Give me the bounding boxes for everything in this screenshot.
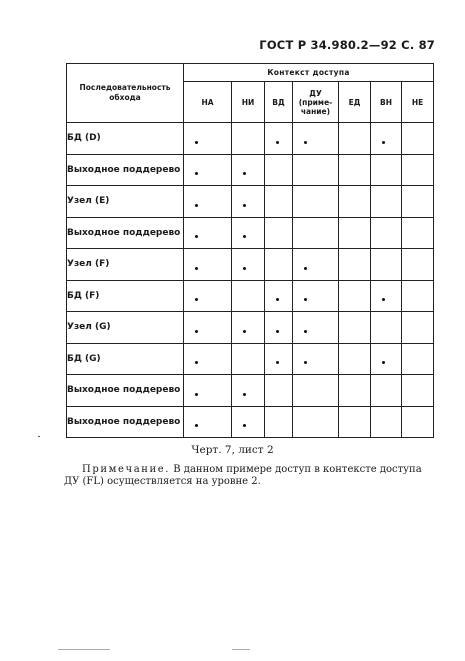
access-mark-dot [195, 424, 198, 427]
table-cell-na [184, 186, 232, 218]
access-mark-dot [304, 330, 307, 333]
table-cell-ne [402, 249, 434, 281]
table-cell-ni [232, 280, 265, 312]
access-mark-dot [243, 424, 246, 427]
table-cell-du [293, 343, 339, 375]
table-cell-ne [402, 375, 434, 407]
table-row [67, 343, 434, 375]
table-cell-ed [339, 375, 371, 407]
access-mark-dot [243, 393, 246, 396]
table-cell-ni [232, 154, 265, 186]
table-row [67, 154, 434, 186]
table-cell-ed [339, 249, 371, 281]
table-row [67, 312, 434, 344]
row-label: Выходное поддерево [67, 217, 184, 249]
table-cell-ne [402, 343, 434, 375]
table-row [67, 217, 434, 249]
table-cell-ed [339, 406, 371, 438]
table-cell-du [293, 217, 339, 249]
table-cell-na [184, 249, 232, 281]
table-cell-ed [339, 312, 371, 344]
access-mark-dot [382, 361, 385, 364]
table-cell-vd [265, 343, 293, 375]
table-cell-du [293, 375, 339, 407]
table-row [67, 186, 434, 218]
access-mark-dot [195, 330, 198, 333]
table-cell-vn [371, 154, 402, 186]
table-cell-vd [265, 375, 293, 407]
note [64, 464, 439, 488]
table-cell-ni [232, 123, 265, 155]
row-label: Узел (G) [67, 312, 184, 344]
table-cell-vd [265, 406, 293, 438]
table-row [67, 123, 434, 155]
scan-line [58, 649, 110, 650]
table-cell-na [184, 312, 232, 344]
access-mark-dot [382, 298, 385, 301]
table-cell-vn [371, 186, 402, 218]
column-header-vd: ВД [265, 82, 293, 123]
access-mark-dot [304, 298, 307, 301]
table-cell-du [293, 123, 339, 155]
row-label: Выходное поддерево [67, 154, 184, 186]
table-cell-na [184, 375, 232, 407]
access-mark-dot [195, 393, 198, 396]
access-mark-dot [195, 204, 198, 207]
table-cell-na [184, 217, 232, 249]
table-cell-ed [339, 154, 371, 186]
table-header-row-1 [67, 64, 434, 82]
access-mark-dot [276, 330, 279, 333]
table-cell-na [184, 154, 232, 186]
sequence-header: Последовательность обхода [67, 64, 184, 123]
row-label: Узел (E) [67, 186, 184, 218]
table-cell-ed [339, 123, 371, 155]
column-header-ni: НИ [232, 82, 265, 123]
scan-speck [38, 436, 40, 437]
table-row [67, 249, 434, 281]
table-cell-vn [371, 217, 402, 249]
table-cell-ne [402, 186, 434, 218]
access-mark-dot [243, 330, 246, 333]
table-cell-ed [339, 186, 371, 218]
figure-caption: Черт. 7, лист 2 [191, 444, 274, 456]
context-header: Контекст доступа [184, 64, 434, 82]
table-cell-ne [402, 280, 434, 312]
table-cell-vd [265, 249, 293, 281]
table-cell-ni [232, 186, 265, 218]
table-body [67, 123, 434, 438]
table-cell-ne [402, 217, 434, 249]
access-mark-dot [195, 141, 198, 144]
access-mark-dot [382, 141, 385, 144]
table-cell-vn [371, 123, 402, 155]
table-cell-vn [371, 406, 402, 438]
table-cell-vn [371, 375, 402, 407]
access-mark-dot [276, 298, 279, 301]
table-cell-ed [339, 280, 371, 312]
access-mark-dot [304, 267, 307, 270]
table-cell-ed [339, 343, 371, 375]
table-cell-vn [371, 343, 402, 375]
table-cell-vd [265, 217, 293, 249]
access-context-table [66, 63, 434, 438]
table-cell-vd [265, 312, 293, 344]
row-label: Узел (F) [67, 249, 184, 281]
note-text: В данном примере доступ в контексте доступа ДУ (FL) осуществляется на уровне 2. [64, 464, 422, 487]
row-label: БД (G) [67, 343, 184, 375]
page-header: ГОСТ Р 34.980.2—92 С. 87 [259, 38, 435, 52]
column-header-vn: ВН [371, 82, 402, 123]
access-mark-dot [243, 267, 246, 270]
column-header-ed: ЕД [339, 82, 371, 123]
access-mark-dot [195, 235, 198, 238]
table-row [67, 375, 434, 407]
table-cell-ni [232, 406, 265, 438]
table-cell-ni [232, 343, 265, 375]
column-header-ne: НЕ [402, 82, 434, 123]
table-cell-ni [232, 312, 265, 344]
table-cell-vd [265, 280, 293, 312]
access-mark-dot [243, 235, 246, 238]
access-mark-dot [276, 361, 279, 364]
column-header-du: ДУ (приме-чание) [293, 82, 339, 123]
table-cell-na [184, 343, 232, 375]
table-cell-na [184, 280, 232, 312]
table-cell-ni [232, 217, 265, 249]
table-row [67, 280, 434, 312]
row-label: Выходное поддерево [67, 375, 184, 407]
table-cell-vd [265, 186, 293, 218]
table-cell-du [293, 154, 339, 186]
row-label: Выходное поддерево [67, 406, 184, 438]
scan-line [232, 649, 250, 650]
table-cell-du [293, 249, 339, 281]
access-mark-dot [195, 172, 198, 175]
access-mark-dot [195, 361, 198, 364]
access-mark-dot [243, 204, 246, 207]
access-mark-dot [195, 298, 198, 301]
table-cell-ne [402, 406, 434, 438]
access-mark-dot [304, 361, 307, 364]
row-label: БД (F) [67, 280, 184, 312]
table-cell-ed [339, 217, 371, 249]
table-cell-vn [371, 249, 402, 281]
table-cell-ne [402, 154, 434, 186]
access-mark-dot [304, 141, 307, 144]
table-cell-du [293, 312, 339, 344]
row-label: БД (D) [67, 123, 184, 155]
access-mark-dot [195, 267, 198, 270]
table-cell-du [293, 406, 339, 438]
note-label: Примечание. [82, 464, 171, 475]
column-header-na: НА [184, 82, 232, 123]
table-cell-vd [265, 154, 293, 186]
table-cell-ne [402, 123, 434, 155]
table-cell-du [293, 280, 339, 312]
table-cell-ni [232, 249, 265, 281]
table-cell-vn [371, 280, 402, 312]
table-cell-vd [265, 123, 293, 155]
table-cell-vn [371, 312, 402, 344]
table-cell-na [184, 123, 232, 155]
table-row [67, 406, 434, 438]
access-mark-dot [243, 172, 246, 175]
table-cell-ni [232, 375, 265, 407]
table-cell-ne [402, 312, 434, 344]
table-cell-na [184, 406, 232, 438]
access-mark-dot [276, 141, 279, 144]
table-cell-du [293, 186, 339, 218]
